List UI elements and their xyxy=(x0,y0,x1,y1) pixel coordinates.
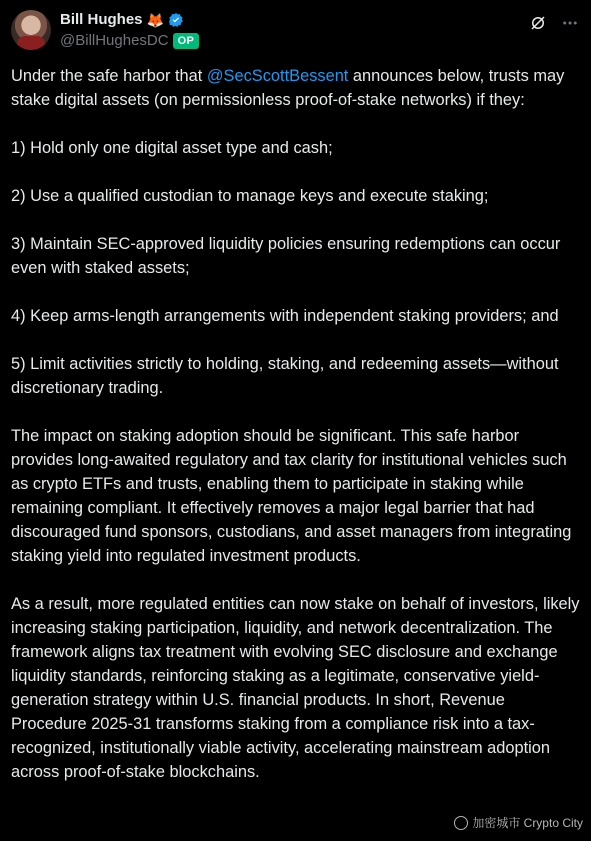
watermark-icon xyxy=(454,816,468,830)
name-row xyxy=(60,11,184,28)
fox-emoji-icon: 🦊 xyxy=(146,11,164,28)
post-header xyxy=(11,10,581,54)
post-intro xyxy=(11,64,581,112)
post-body xyxy=(11,64,581,808)
paragraph-impact: The impact on staking adoption should be significant. This safe harbor provides long-awaited regulatory and tax clarity for institutional vehicles such as crypto ETFs and trusts, enabling them to participate in staking while remaining compliant. It effectively removes a major legal barrier that had discouraged fund sponsors, custodians, and asset managers from integrating staking yield into regulated investment products. xyxy=(11,427,572,565)
op-badge: OP xyxy=(173,33,200,49)
grok-icon[interactable] xyxy=(529,14,547,32)
verified-badge-icon xyxy=(168,12,184,28)
list-item-1: 1) Hold only one digital asset type and cash; xyxy=(11,139,333,157)
author-name[interactable]: Bill Hughes xyxy=(60,11,143,28)
mention-link[interactable]: @SecScottBessent xyxy=(206,67,349,85)
list-item-3: 3) Maintain SEC-approved liquidity policies ensuring redemptions can occur even with staked assets; xyxy=(11,235,561,277)
watermark-text: 加密城市 Crypto City xyxy=(472,816,583,830)
avatar[interactable] xyxy=(11,10,51,50)
author-handle[interactable]: @BillHughesDC xyxy=(60,32,169,49)
more-icon[interactable] xyxy=(561,14,579,32)
intro-text-end: announces below, trusts may stake digital assets (on permissionless proof-of-stake networks) if they: xyxy=(11,67,565,109)
intro-text-start: Under the safe harbor that xyxy=(11,67,207,85)
list-item-2: 2) Use a qualified custodian to manage keys and execute staking; xyxy=(11,187,489,205)
list-item-4: 4) Keep arms-length arrangements with independent staking providers; and xyxy=(11,307,559,325)
handle-row xyxy=(60,32,199,49)
list-item-5: 5) Limit activities strictly to holding, staking, and redeeming assets—without discretionary trading. xyxy=(11,355,559,397)
post-actions xyxy=(529,14,579,32)
watermark xyxy=(454,814,583,831)
paragraph-result: As a result, more regulated entities can now stake on behalf of investors, likely increasing staking participation, liquidity, and network decentralization. The framework aligns tax treatment with evolving SEC disclosure and exchange liquidity standards, reinforcing staking as a legitimate, conservative yield-generation strategy within U.S. financial products. In short, Revenue Procedure 2025-31 transforms staking from a compliance risk into a tax-recognized, institutionally viable activity, accelerating mainstream adoption across proof-of-stake blockchains. xyxy=(11,595,580,781)
